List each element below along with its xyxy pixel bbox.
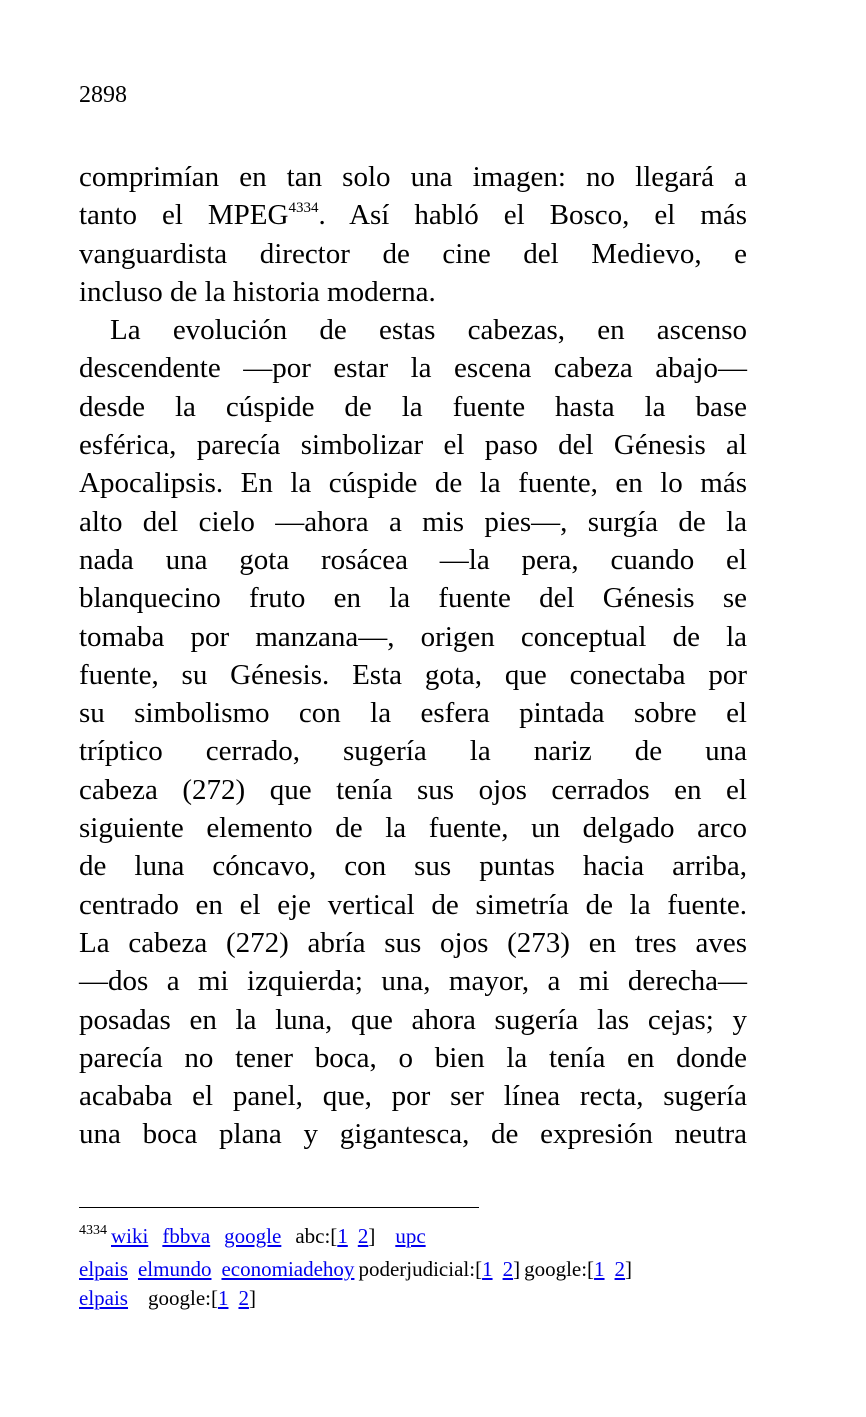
link-google-1[interactable]: 1 xyxy=(594,1256,605,1281)
footnote-divider xyxy=(79,1207,479,1208)
text-line: posadas en la luna, que ahora sugería las cejas; y xyxy=(79,1003,747,1036)
link-abc-1[interactable]: 1 xyxy=(337,1224,348,1248)
text-line: siguiente elemento de la fuente, un delgado arco xyxy=(79,812,747,845)
text-line: de luna cóncavo, con sus puntas hacia arriba, xyxy=(79,850,747,883)
text-line: descendente —por estar la escena cabeza abajo— xyxy=(79,352,747,385)
body-text xyxy=(79,158,747,1154)
footnote-reference[interactable]: 4334 xyxy=(288,200,319,217)
abc-label: abc:[ xyxy=(295,1224,338,1248)
text-line: vanguardista director de cine del Medievo, e xyxy=(79,237,747,270)
text-line: Apocalipsis. En la cúspide de la fuente, en lo más xyxy=(79,467,747,500)
text-line: —dos a mi izquierda; una, mayor, a mi derecha— xyxy=(79,965,747,998)
text-line: fuente, su Génesis. Esta gota, que conectaba por xyxy=(79,658,747,691)
link-economiadehoy[interactable]: economiadehoy xyxy=(221,1256,355,1281)
link-poderjudicial-2[interactable]: 2 xyxy=(502,1256,514,1281)
text-line: acababa el panel, que, por ser línea recta, sugería xyxy=(79,1080,747,1113)
text-line: nada una gota rosácea —la pera, cuando el xyxy=(79,543,747,576)
text-line: La cabeza (272) abría sus ojos (273) en tres aves xyxy=(79,926,747,959)
text-line: centrado en el eje vertical de simetría de la fuente. xyxy=(79,888,747,921)
text-segment: tanto el MPEG xyxy=(79,199,289,232)
text-line: alto del cielo —ahora a mis pies—, surgía de la xyxy=(79,505,747,538)
bracket-close: ] xyxy=(625,1256,633,1281)
link-poderjudicial-1[interactable]: 1 xyxy=(482,1256,493,1281)
text-segment: . Así habló el Bosco, el más xyxy=(318,199,747,232)
text-line: desde la cúspide de la fuente hasta la base xyxy=(79,390,747,423)
link-fbbva[interactable]: fbbva xyxy=(162,1224,211,1248)
link-upc[interactable]: upc xyxy=(395,1224,426,1248)
poderjudicial-label: poderjudicial:[ xyxy=(358,1256,483,1281)
footnote-line-3 xyxy=(79,1284,632,1314)
text-line-with-footnote xyxy=(79,196,747,234)
text-line: tríptico cerrado, sugería la nariz de una xyxy=(79,735,747,768)
footnote-line-1 xyxy=(79,1222,632,1255)
text-line: su simbolismo con la esfera pintada sobre el xyxy=(79,697,747,730)
text-line: cabeza (272) que tenía sus ojos cerrados en el xyxy=(79,773,747,806)
text-line-indented: La evolución de estas cabezas, en ascenso xyxy=(110,314,747,347)
link-elpais[interactable]: elpais xyxy=(79,1256,128,1281)
link-google[interactable]: google xyxy=(224,1224,282,1248)
bracket-close: ] xyxy=(368,1224,376,1248)
text-line: tomaba por manzana—, origen conceptual de la xyxy=(79,620,747,653)
link-google2-2[interactable]: 2 xyxy=(238,1286,249,1310)
footnote-number: 4334 xyxy=(79,1223,107,1238)
text-line: blanquecino fruto en la fuente del Génesis se xyxy=(79,582,747,615)
text-line: esférica, parecía simbolizar el paso del Génesis al xyxy=(79,429,747,462)
bracket-close: ] xyxy=(248,1286,256,1310)
link-google2-1[interactable]: 1 xyxy=(217,1286,229,1310)
link-wiki[interactable]: wiki xyxy=(111,1224,149,1248)
footnote xyxy=(79,1222,632,1314)
text-line: comprimían en tan solo una imagen: no llegará a xyxy=(79,161,747,193)
text-line-last: incluso de la historia moderna. xyxy=(79,275,436,308)
google-label-2: google:[ xyxy=(147,1286,218,1310)
text-line: una boca plana y gigantesca, de expresión neutra xyxy=(79,1118,747,1151)
bracket-close: ] xyxy=(513,1256,521,1281)
link-google-2[interactable]: 2 xyxy=(614,1256,626,1281)
page-number: 2898 xyxy=(79,82,127,108)
google-label: google:[ xyxy=(524,1256,595,1281)
footnote-line-2 xyxy=(79,1255,632,1285)
link-abc-2[interactable]: 2 xyxy=(357,1224,369,1248)
link-elpais-2[interactable]: elpais xyxy=(79,1286,128,1310)
link-elmundo[interactable]: elmundo xyxy=(137,1256,212,1281)
text-line: parecía no tener boca, o bien la tenía en donde xyxy=(79,1041,747,1074)
